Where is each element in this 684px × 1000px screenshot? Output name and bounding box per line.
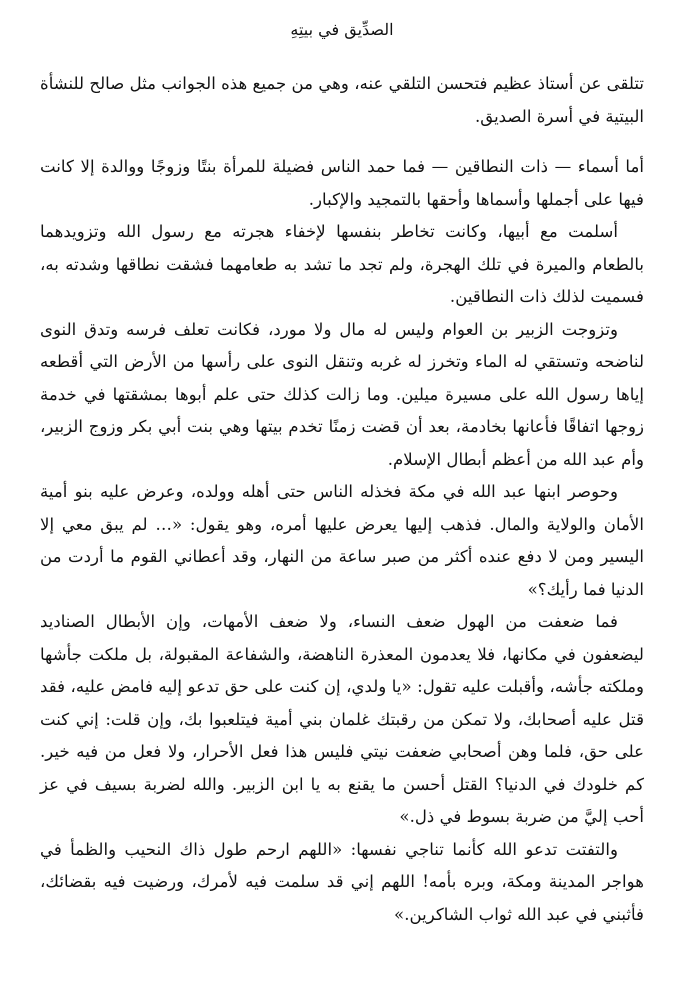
paragraph-4: وتزوجت الزبير بن العوام وليس له مال ولا مورد، فكانت تعلف فرسه وتدق النوى لناضحه وتستقي له الماء وتخرز له غربه وتنقل النوى على رأسها من الأرض التي أقطعه إياها رسول الله على مسيرة ميلين. وما زالت كذلك حتى علم أبوها بمشقتها في خدمة زوجها اتفاقًا فأعانها بخادمة، بعد أن قضت زمنًا تخدم بيتها وهي بنت أبي بكر وزوج الزبير، وأم عبد الله من أعظم أبطال الإسلام. bbox=[40, 319, 644, 469]
paragraph-6: فما ضعفت من الهول ضعف النساء، ولا ضعف الأمهات، وإن الأبطال الصناديد ليضعفون في مكانها، فلا يعدمون المعذرة الناهضة، والشفاعة المقبولة، بل ملكت جأشها وملكته جأشه، وأقبلت عليه تقول: «يا ولدي، إن كنت على حق تدعو إليه فامض عليه، فقد قتل عليه أصحابك، ولا تمكن من رقبتك غلمان بني أمية فيتلعبوا بك، وإن قلت: إني كنت على حق، فلما وهن أصحابي ضعفت نيتي فليس هذا فعل الأحرار، ولا فعل من فيه خير. كم خلودك في الدنيا؟ القتل أحسن ما يقنع به يا ابن الزبير. والله لضربة بسيف في عز أحب إليَّ من ضربة بسوط في ذل.» bbox=[40, 612, 644, 826]
running-head: الصدِّيق في بيتِهِ bbox=[290, 20, 394, 39]
paragraph-2: أما أسماء — ذات النطاقين — فما حمد الناس فضيلة للمرأة بنتًا وزوجًا ووالدة إلا كانت فيها على أجملها وأسماها وأحقها بالتمجيد والإكبار. bbox=[40, 157, 644, 209]
paragraph-1: تتلقى عن أستاذ عظيم فتحسن التلقي عنه، وهي من جميع هذه الجوانب مثل صالح للنشأة البيتية في أسرة الصديق. bbox=[40, 74, 644, 126]
paragraph-3: أسلمت مع أبيها، وكانت تخاطر بنفسها لإخفاء هجرته مع رسول الله وتزويدهما بالطعام والميرة في تلك الهجرة، ولم تجد ما تشد به طعامهما فشقت نطاقها وشدته به، فسميت لذلك ذات النطاقين. bbox=[40, 222, 644, 306]
section-gap bbox=[40, 133, 644, 151]
paragraph-5: وحوصر ابنها عبد الله في مكة فخذله الناس حتى أهله وولده، وعرض عليه بنو أمية الأمان والولاية والمال. فذهب إليها يعرض عليها أمره، وهو يقول: «… لم يبق معي إلا اليسير ومن لا دفع عنده أكثر من صبر ساعة من النهار، وقد أعطاني القوم ما أردت من الدنيا فما رأيك؟» bbox=[40, 482, 644, 599]
paragraph-7: والتفتت تدعو الله كأنما تناجي نفسها: «اللهم ارحم طول ذاك النحيب والظمأ في هواجر المدينة ومكة، وبره بأمه! اللهم إني قد سلمت فيه لأمرك، ورضيت فيه بقضائك، فأثبني في عبد الله ثواب الشاكرين.» bbox=[40, 839, 644, 924]
